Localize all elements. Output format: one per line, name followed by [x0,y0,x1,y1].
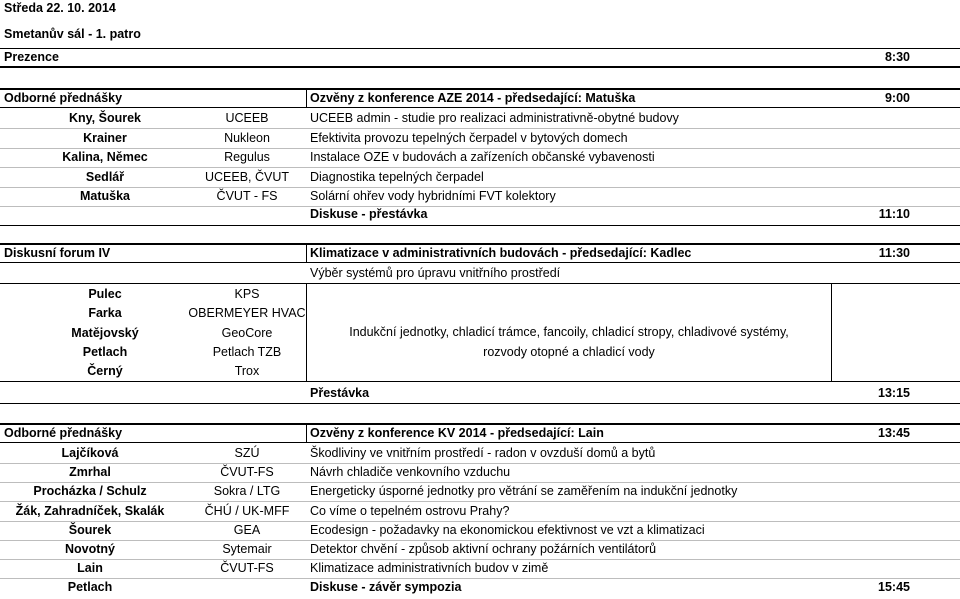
block2-section: Diskusní forum IV [4,246,111,260]
spacer [0,403,960,424]
speaker-name: Kny, Šourek [68,111,141,125]
speaker-name: Matějovský [71,325,139,340]
organization: UCEEB, ČVUT [204,169,290,184]
organization: GEA [233,522,261,537]
organization: Nukleon [224,130,270,145]
organization: Sytemair [222,542,272,556]
talk-topic: Efektivita provozu tepelných čerpadel v bytových domech [310,130,628,145]
speaker-name: Černý [87,364,123,379]
spacer [0,67,960,89]
block3-closing-label: Diskuse - závěr sympozia [310,580,462,594]
block2-break-time: 13:15 [878,386,910,400]
block1-break-time: 11:10 [878,207,910,221]
block3-closing-time: 15:45 [878,580,910,594]
speaker-name: Petlach [82,344,128,359]
organization: ČVUT - FS [216,189,278,203]
talk-topic: Ecodesign - požadavky na ekonomickou efektivnost ve vzt a klimatizaci [310,522,705,537]
block1-time: 9:00 [884,91,910,105]
talk-topic: Solární ohřev vody hybridními FVT kolektory [310,189,556,203]
speaker-name: Petlach [67,580,113,595]
speaker-name: Lajčíková [61,446,119,460]
row-separator [0,206,960,207]
block3-time: 13:45 [878,426,910,440]
prezence-time: 8:30 [884,50,910,64]
organization: KPS [234,287,260,301]
block1-title: Ozvěny z konference AZE 2014 - předsedající: Matuška [310,91,636,105]
organization: Regulus [224,150,270,164]
speaker-name: Šourek [68,522,112,537]
organization: Petlach TZB [212,344,282,359]
block3-section: Odborné přednášky [4,426,123,440]
talk-topic: Instalace OZE v budovách a zařízeních občanské vybavenosti [310,150,655,164]
speaker-name: Lain [77,561,103,576]
organization: UCEEB [225,111,269,125]
organization: GeoCore [221,325,273,340]
schedule-date: Středa 22. 10. 2014 [4,1,116,15]
organization: ČVUT-FS [220,465,274,480]
venue-room: Smetanův sál - 1. patro [4,27,141,41]
organization: Sokra / LTG [213,484,281,499]
speaker-name: Žák, Zahradníček, Skalák [15,503,165,518]
speaker-name: Krainer [83,130,127,145]
organization: OBERMEYER HVAC [188,306,306,321]
organization: ČVUT-FS [220,561,274,576]
prezence-label: Prezence [4,50,59,64]
spacer [0,225,960,244]
block2-subtitle: Výběr systémů pro úpravu vnitřního prostředí [310,266,561,280]
block2-title: Klimatizace v administrativních budovách - předsedající: Kadlec [310,246,692,260]
talk-topic: Energeticky úsporné jednotky pro větrání se zaměřením na indukční jednotky [310,484,738,499]
speaker-name: Kalina, Němec [62,150,148,164]
organization: ČHÚ / UK-MFF [204,503,290,518]
block2-topic-line2: rozvody otopné a chladicí vody [483,345,655,359]
speaker-name: Novotný [65,542,115,556]
organization: Trox [234,364,260,379]
prezence-band [0,48,960,67]
speaker-name: Matuška [79,189,131,203]
talk-topic: Škodliviny ve vnitřním prostředí - radon v ovzduší domů a bytů [310,446,656,460]
talk-topic: Co víme o tepelném ostrovu Prahy? [310,503,510,518]
speaker-name: Sedlář [85,169,125,184]
block2-break-label: Přestávka [310,386,370,400]
speaker-name: Pulec [88,287,122,301]
speaker-name: Procházka / Schulz [33,484,147,499]
organization: SZÚ [234,446,260,460]
talk-topic: Diagnostika tepelných čerpadel [310,169,484,184]
talk-topic: UCEEB admin - studie pro realizaci administrativně-obytné budovy [310,111,679,125]
block1-section: Odborné přednášky [4,91,123,105]
block2-time: 11:30 [878,246,910,260]
talk-topic: Detektor chvění - způsob aktivní ochrany požárních ventilátorů [310,542,657,556]
talk-topic: Klimatizace administrativních budov v zimě [310,561,549,576]
talk-topic: Návrh chladiče venkovního vzduchu [310,465,511,480]
block2-topic-line1: Indukční jednotky, chladicí trámce, fancoily, chladicí stropy, chladivové systémy, [349,325,789,339]
speaker-name: Zmrhal [69,465,111,480]
block3-title: Ozvěny z konference KV 2014 - předsedající: Lain [310,426,604,440]
block1-break-label: Diskuse - přestávka [310,207,428,221]
speaker-name: Farka [88,306,122,321]
